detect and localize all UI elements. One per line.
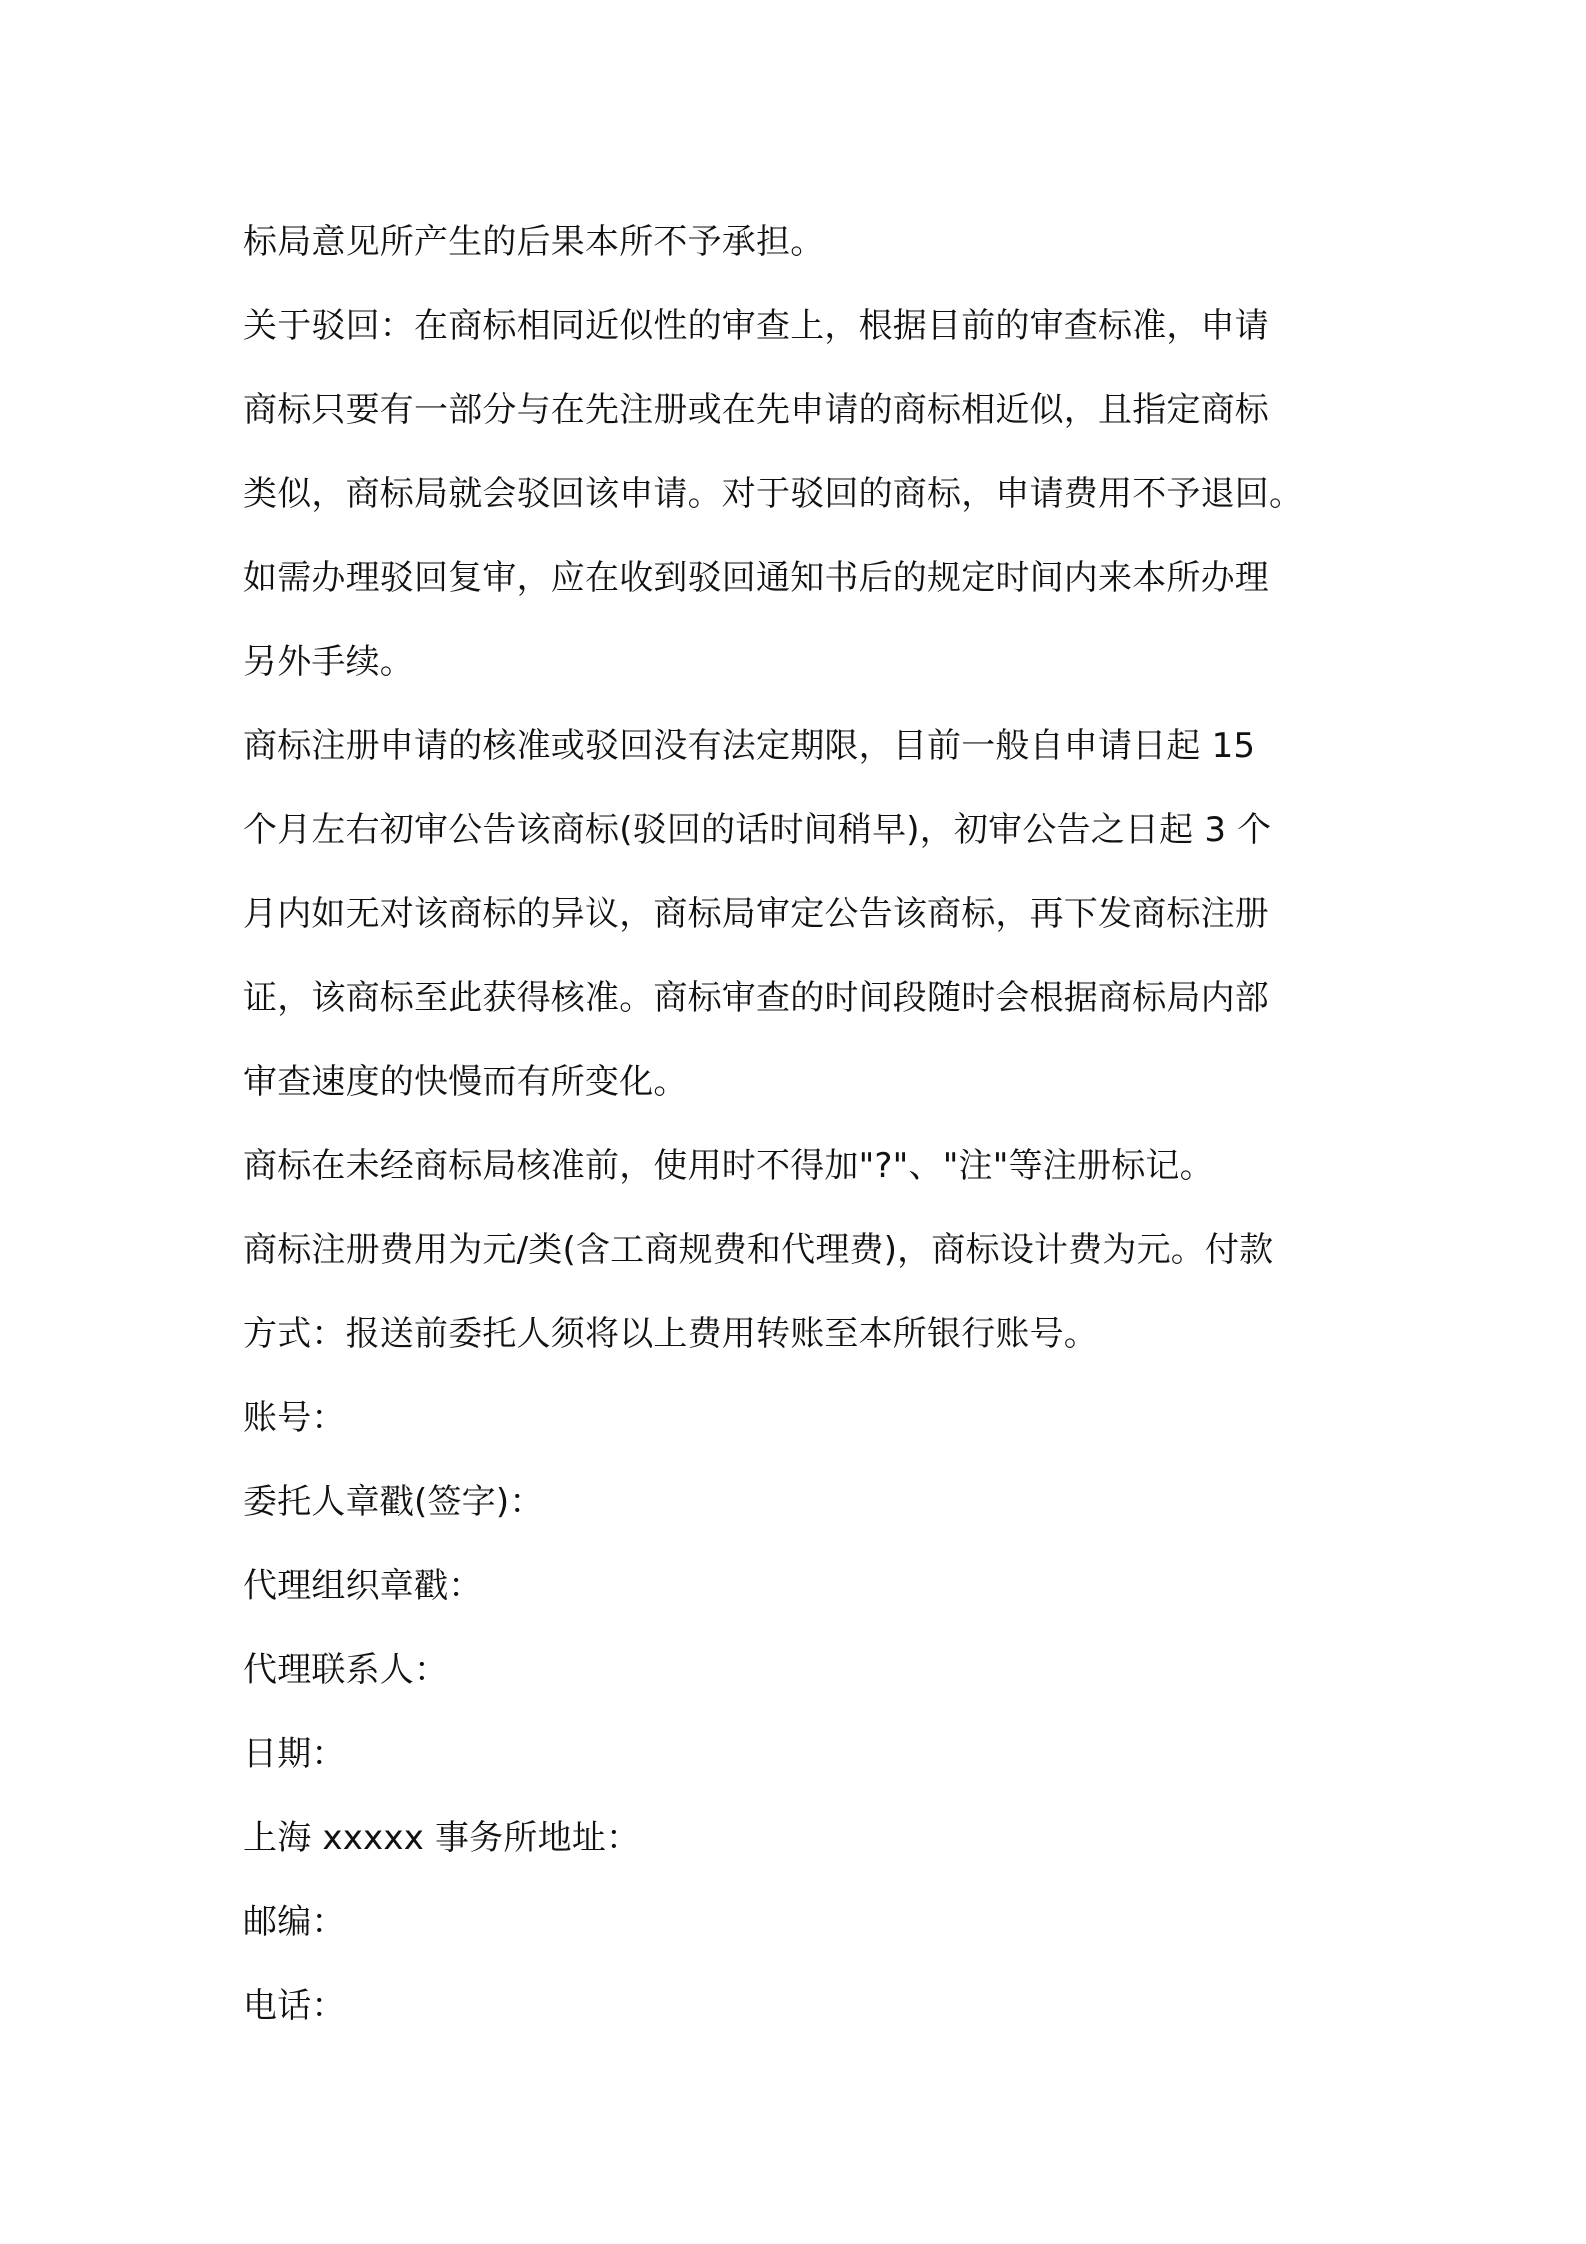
field-agent-contact: 代理联系人： bbox=[243, 1650, 449, 1690]
text-line-payment: 方式：报送前委托人须将以上费用转账至本所银行账号。 bbox=[243, 1314, 1098, 1354]
text-line-rejection-intro: 关于驳回：在商标相同近似性的审查上，根据目前的审查标准，申请 bbox=[243, 306, 1269, 346]
field-postcode: 邮编： bbox=[243, 1902, 346, 1942]
field-date: 日期： bbox=[243, 1734, 346, 1774]
text-line-timeline-publication: 个月左右初审公告该商标(驳回的话时间稍早)，初审公告之日起 3 个 bbox=[243, 810, 1272, 850]
text-line-rejection-similarity: 商标只要有一部分与在先注册或在先申请的商标相近似，且指定商标 bbox=[243, 390, 1269, 430]
field-account: 账号： bbox=[243, 1398, 346, 1438]
text-line-timeline-approval: 证，该商标至此获得核准。商标审查的时间段随时会根据商标局内部 bbox=[243, 978, 1269, 1018]
text-line-liability: 标局意见所产生的后果本所不予承担。 bbox=[243, 222, 825, 262]
field-office-address: 上海 xxxxx 事务所地址： bbox=[243, 1818, 641, 1858]
field-agency-seal: 代理组织章戳： bbox=[243, 1566, 483, 1606]
text-line-registration-mark: 商标在未经商标局核准前，使用时不得加"?"、"注"等注册标记。 bbox=[243, 1146, 1214, 1186]
field-phone: 电话： bbox=[243, 1986, 346, 2026]
text-line-timeline-objection: 月内如无对该商标的异议，商标局审定公告该商标，再下发商标注册 bbox=[243, 894, 1269, 934]
text-line-rejection-fee: 类似，商标局就会驳回该申请。对于驳回的商标，申请费用不予退回。 bbox=[243, 474, 1304, 514]
field-client-seal: 委托人章戳(签字)： bbox=[243, 1482, 544, 1522]
text-line-review-procedure: 另外手续。 bbox=[243, 642, 414, 682]
text-line-review: 如需办理驳回复审，应在收到驳回通知书后的规定时间内来本所办理 bbox=[243, 558, 1269, 598]
document-body bbox=[243, 200, 1365, 2048]
text-line-fees: 商标注册费用为元/类(含工商规费和代理费)，商标设计费为元。付款 bbox=[243, 1230, 1274, 1270]
text-line-timeline-intro: 商标注册申请的核准或驳回没有法定期限，目前一般自申请日起 15 bbox=[243, 726, 1256, 766]
text-line-timeline-variation: 审查速度的快慢而有所变化。 bbox=[243, 1062, 688, 1102]
